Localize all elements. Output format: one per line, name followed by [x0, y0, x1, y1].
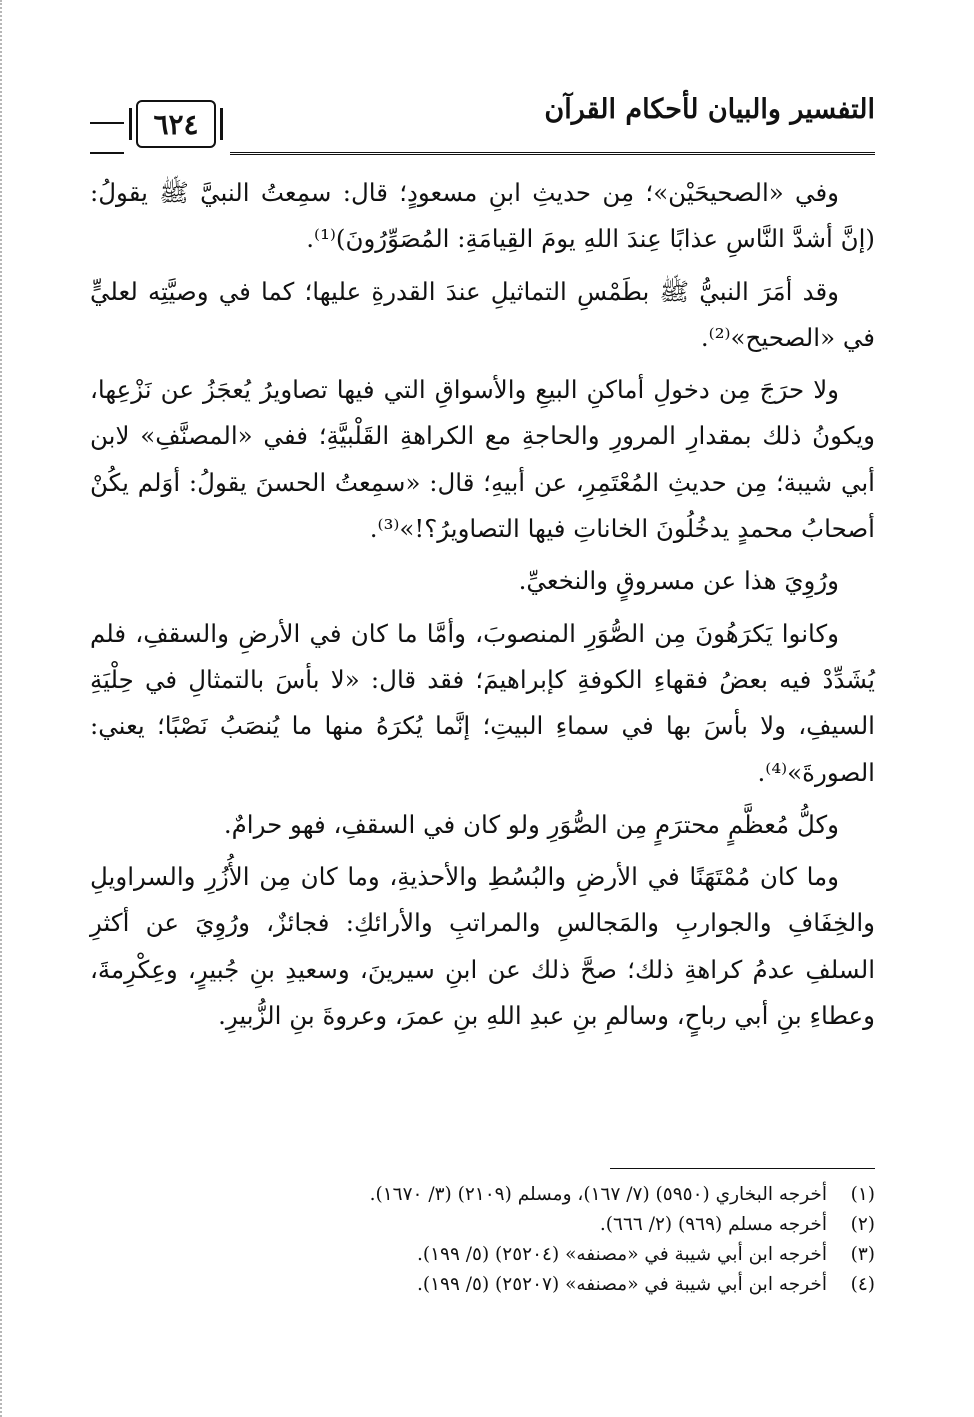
footnote — [90, 1210, 875, 1240]
paragraph: ولا حرَجَ مِن دخولِ أماكنِ البيعِ والأسواقِ التي فيها تصاويرُ يُعجَزُ عن نَزْعِها، ويكونُ ذلك بمقدارِ المرورِ والحاجةِ مع الكراهةِ القَلْبيَّةِ؛ ففي «المصنَّفِ» لابن أبي شيبة؛ مِن حديثِ المُعْتَمِرِ، عن أبيهِ؛ قال: «سمِعتُ الحسنَ يقولُ: أوَلم يكُنْ أصحابُ محمدٍ يدخُلُونَ الخاناتِ فيها التصاويرُ؟!»⁽³⁾. — [90, 375, 875, 544]
footnote-separator — [610, 1168, 875, 1169]
footnote-text: أخرجه ابن أبي شيبة في «مصنفه» (٢٥٢٠٤) (٥/ ١٩٩). — [416, 1244, 827, 1265]
footnote — [90, 1270, 875, 1300]
footnote-number: (١) — [850, 1184, 875, 1205]
page-header — [90, 92, 875, 162]
paragraph: وكلُّ مُعظَّمٍ محترَمٍ مِن الصُّوَرِ ولو كان في السقفِ، فهو حرامٌ. — [223, 809, 839, 839]
footnote-text: أخرجه مسلم (٩٦٩) (٢/ ٦٦٦). — [599, 1214, 827, 1235]
book-page — [90, 0, 875, 1417]
footnote-number: (٣) — [850, 1244, 875, 1265]
footnote-number: (٤) — [850, 1274, 875, 1295]
header-rule-left — [90, 152, 124, 154]
footnote-text: أخرجه البخاري (٥٩٥٠) (٧/ ١٦٧)، ومسلم (٢١٠٩) (٣/ ١٦٧٠). — [369, 1184, 827, 1205]
book-title: التفسير والبيان لأحكام القرآن — [544, 94, 875, 125]
paragraph: وكانوا يَكرَهُونَ مِن الصُّوَرِ المنصوبَ، وأمَّا ما كان في الأرضِ والسقفِ، فلم يُشَدِّدْ فيه بعضُ فقهاءِ الكوفةِ كإبراهيمَ؛ فقد قال: «لا بأسَ بالتمثالِ في حِلْيَةِ السيفِ، ولا بأسَ بها في سماءِ البيتِ؛ إنَّما يُكرَهُ منها ما يُنصَبُ نَصْبًا؛ يعني: الصورةَ»⁽⁴⁾. — [90, 618, 875, 787]
footnote-text: أخرجه ابن أبي شيبة في «مصنفه» (٢٥٢٠٧) (٥/ ١٩٩). — [416, 1274, 827, 1295]
paragraph: وقد أمَرَ النبيُّ ﷺ بطَمْسِ التماثيلِ عندَ القدرةِ عليها؛ كما في وصيَّتِه لعليٍّ في «الصحيح»⁽²⁾. — [90, 276, 875, 352]
paragraph: وفي «الصحيحَيْن»؛ مِن حديثِ ابنِ مسعودٍ؛ قال: سمِعتُ النبيَّ ﷺ يقولُ: (إنَّ أشدَّ النَّاسِ عذابًا عِندَ اللهِ يومَ القِيامَةِ: المُصَوِّرُونَ)⁽¹⁾. — [90, 178, 875, 254]
paragraph: ورُوِيَ هذا عن مسروقٍ والنخعيِّ. — [518, 566, 839, 596]
footnotes — [90, 1180, 875, 1300]
footnote-number: (٢) — [850, 1214, 875, 1235]
footnote — [90, 1240, 875, 1270]
scan-edge — [0, 0, 6, 1417]
main-text — [90, 170, 875, 1045]
header-dash — [90, 122, 124, 124]
header-rule — [230, 152, 875, 155]
paragraph: وما كان مُمْتَهَنًا في الأرضِ والبُسُطِ والأحذيةِ، وما كان مِن الأُزُرِ والسراويلِ والخِفَافِ والجواربِ والمَجالسِ والمراتبِ والأرائكِ: فجائزٌ، ورُوِيَ عن أكثرِ السلفِ عدمُ كراهةِ ذلك؛ صحَّ ذلك عن ابنِ سيرينَ، وسعيدِ بنِ جُبيرٍ، وعِكْرِمةَ، وعطاءِ بنِ أبي رباحٍ، وسالمِ بنِ عبدِ اللهِ بنِ عمرَ، وعروةَ بنِ الزُّبيرِ. — [90, 862, 875, 1031]
page-number: ٦٢٤ — [136, 100, 216, 148]
footnote — [90, 1180, 875, 1210]
